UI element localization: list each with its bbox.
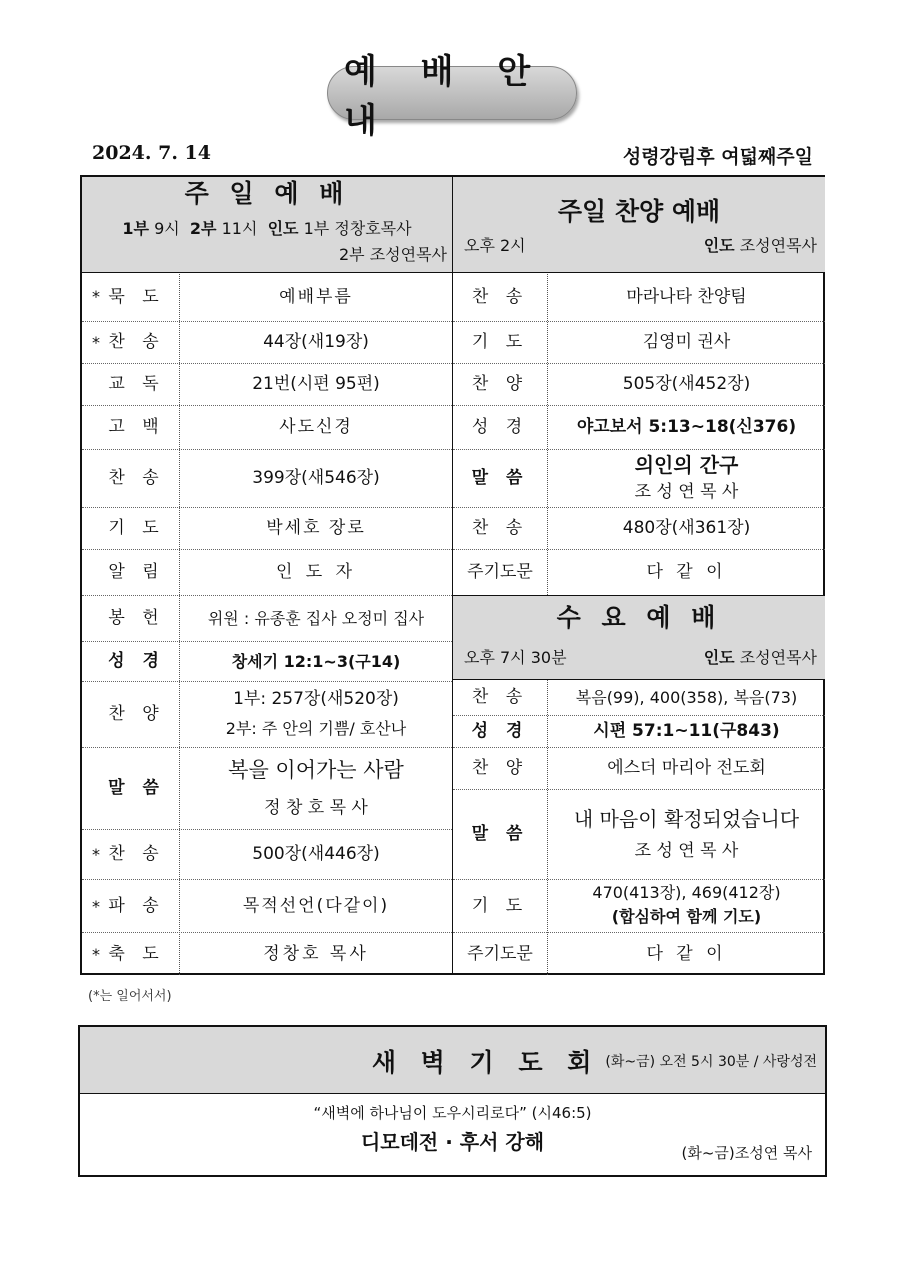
sunday-lead-2: 2부 조성연목사 <box>338 245 447 265</box>
sunday-label: 파 송 <box>108 895 165 916</box>
wednesday-value: 다 같 이 <box>646 943 727 964</box>
wednesday-value: 시편 57:1~11(구843) <box>593 721 780 742</box>
wednesday-label: 말 씀 <box>471 824 529 845</box>
sunday-value: 1부: 257장(새520장) <box>233 688 399 709</box>
sunday-value: 박세호 장로 <box>266 518 366 539</box>
praise-label: 주기도문 <box>467 562 533 583</box>
wednesday-label: 찬 송 <box>471 687 529 708</box>
wednesday-label: 주기도문 <box>467 943 533 964</box>
wednesday-leader: 인도 조성연목사 <box>703 648 817 668</box>
praise-label: 찬 양 <box>471 374 529 395</box>
praise-value: 480장(새361장) <box>622 518 751 539</box>
dawn-verse: “새벽에 하나님이 도우시리로다” (시46:5) <box>313 1103 592 1122</box>
standing-mark: * <box>92 897 100 916</box>
praise-label: 기 도 <box>471 332 529 353</box>
wednesday-value: 470(413장), 469(412장) <box>592 883 781 903</box>
sunday-label: 찬 송 <box>108 468 165 489</box>
sunday-value: 44장(새19장) <box>263 332 369 353</box>
praise-value: 505장(새452장) <box>622 374 751 395</box>
praise-label: 찬 송 <box>471 286 529 307</box>
sermon-preacher: 정 창 호 목 사 <box>264 797 368 818</box>
sunday-value: 예배부름 <box>279 286 353 307</box>
standing-mark: * <box>92 945 100 964</box>
wednesday-title: 수 요 예 배 <box>556 603 722 633</box>
wednesday-value: (합심하여 함께 기도) <box>611 907 762 927</box>
praise-sermon-title: 의인의 간구 <box>634 452 739 477</box>
praise-title: 주일 찬양 예배 <box>557 197 721 227</box>
wednesday-value: 에스더 마리아 전도회 <box>607 758 766 779</box>
sunday-value: 인 도 자 <box>275 562 357 583</box>
dawn-schedule: (화~금) 오전 5시 30분 / 사랑성전 <box>605 1054 817 1070</box>
sunday-label: 고 백 <box>108 417 165 438</box>
sunday-label: 찬 송 <box>108 844 165 865</box>
liturgical-season: 성령강림후 여덟째주일 <box>622 146 813 168</box>
page-title: 예 배 안 내 <box>327 66 577 120</box>
standing-note: (*는 일어서서) <box>88 989 172 1004</box>
sermon-title: 복을 이어가는 사람 <box>228 757 404 782</box>
sunday-label: 찬 송 <box>108 332 165 353</box>
praise-label: 성 경 <box>471 417 529 438</box>
praise-value: 김영미 권사 <box>642 332 731 353</box>
wednesday-time: 오후 7시 30분 <box>464 648 567 668</box>
sunday-label: 교 독 <box>108 374 165 395</box>
worship-table <box>80 175 825 975</box>
sunday-label: 찬 양 <box>108 704 165 725</box>
sunday-label: 말 씀 <box>108 778 165 799</box>
sunday-value: 399장(새546장) <box>252 468 380 489</box>
sunday-value: 500장(새446장) <box>252 844 380 865</box>
sunday-value: 정창호 목사 <box>263 943 369 964</box>
dawn-book: 디모데전 · 후서 강해 <box>360 1129 545 1154</box>
sunday-label: 기 도 <box>108 518 165 539</box>
praise-sermon-preacher: 조 성 연 목 사 <box>634 481 739 502</box>
standing-mark: * <box>92 287 100 306</box>
praise-label: 찬 송 <box>471 518 529 539</box>
sunday-value: 2부: 주 안의 기쁨/ 호산나 <box>225 719 407 739</box>
sunday-value: 위원 : 유종훈 집사 오정미 집사 <box>207 608 425 628</box>
praise-leader: 인도 조성연목사 <box>703 236 817 256</box>
dawn-speaker: (화~금)조성연 목사 <box>681 1143 812 1162</box>
sunday-title: 주 일 예 배 <box>184 179 350 209</box>
sunday-label: 축 도 <box>108 943 165 964</box>
sunday-label: 묵 도 <box>108 286 165 307</box>
dawn-prayer-box <box>78 1025 827 1177</box>
wednesday-sermon-title: 내 마음이 확정되었습니다 <box>573 806 800 831</box>
sunday-value: 21번(시편 95편) <box>252 374 380 395</box>
wednesday-label: 성 경 <box>471 721 529 742</box>
sunday-label: 봉 헌 <box>108 608 165 629</box>
praise-value: 마라나타 찬양팀 <box>626 286 747 307</box>
sunday-times: 1부 9시 2부 11시 인도 1부 정창호목사 <box>122 219 412 239</box>
wednesday-sermon-preacher: 조 성 연 목 사 <box>634 840 739 861</box>
dawn-title: 새 벽 기 도 회 <box>371 1048 600 1077</box>
praise-value: 다 같 이 <box>646 562 727 583</box>
sunday-value: 창세기 12:1~3(구14) <box>231 651 401 671</box>
sunday-label: 성 경 <box>108 651 165 672</box>
wednesday-label: 기 도 <box>471 895 529 916</box>
sunday-value: 사도신경 <box>279 417 353 438</box>
sunday-value: 목적선언(다같이) <box>242 895 390 916</box>
praise-time: 오후 2시 <box>464 236 526 256</box>
service-date: 2024. 7. 14 <box>92 142 212 164</box>
standing-mark: * <box>92 845 100 864</box>
praise-label: 말 씀 <box>471 468 529 489</box>
wednesday-label: 찬 양 <box>471 758 529 779</box>
sunday-label: 알 림 <box>108 562 165 583</box>
praise-value: 야고보서 5:13~18(신376) <box>576 417 797 438</box>
wednesday-value: 복음(99), 400(358), 복음(73) <box>575 687 798 707</box>
standing-mark: * <box>92 333 100 352</box>
